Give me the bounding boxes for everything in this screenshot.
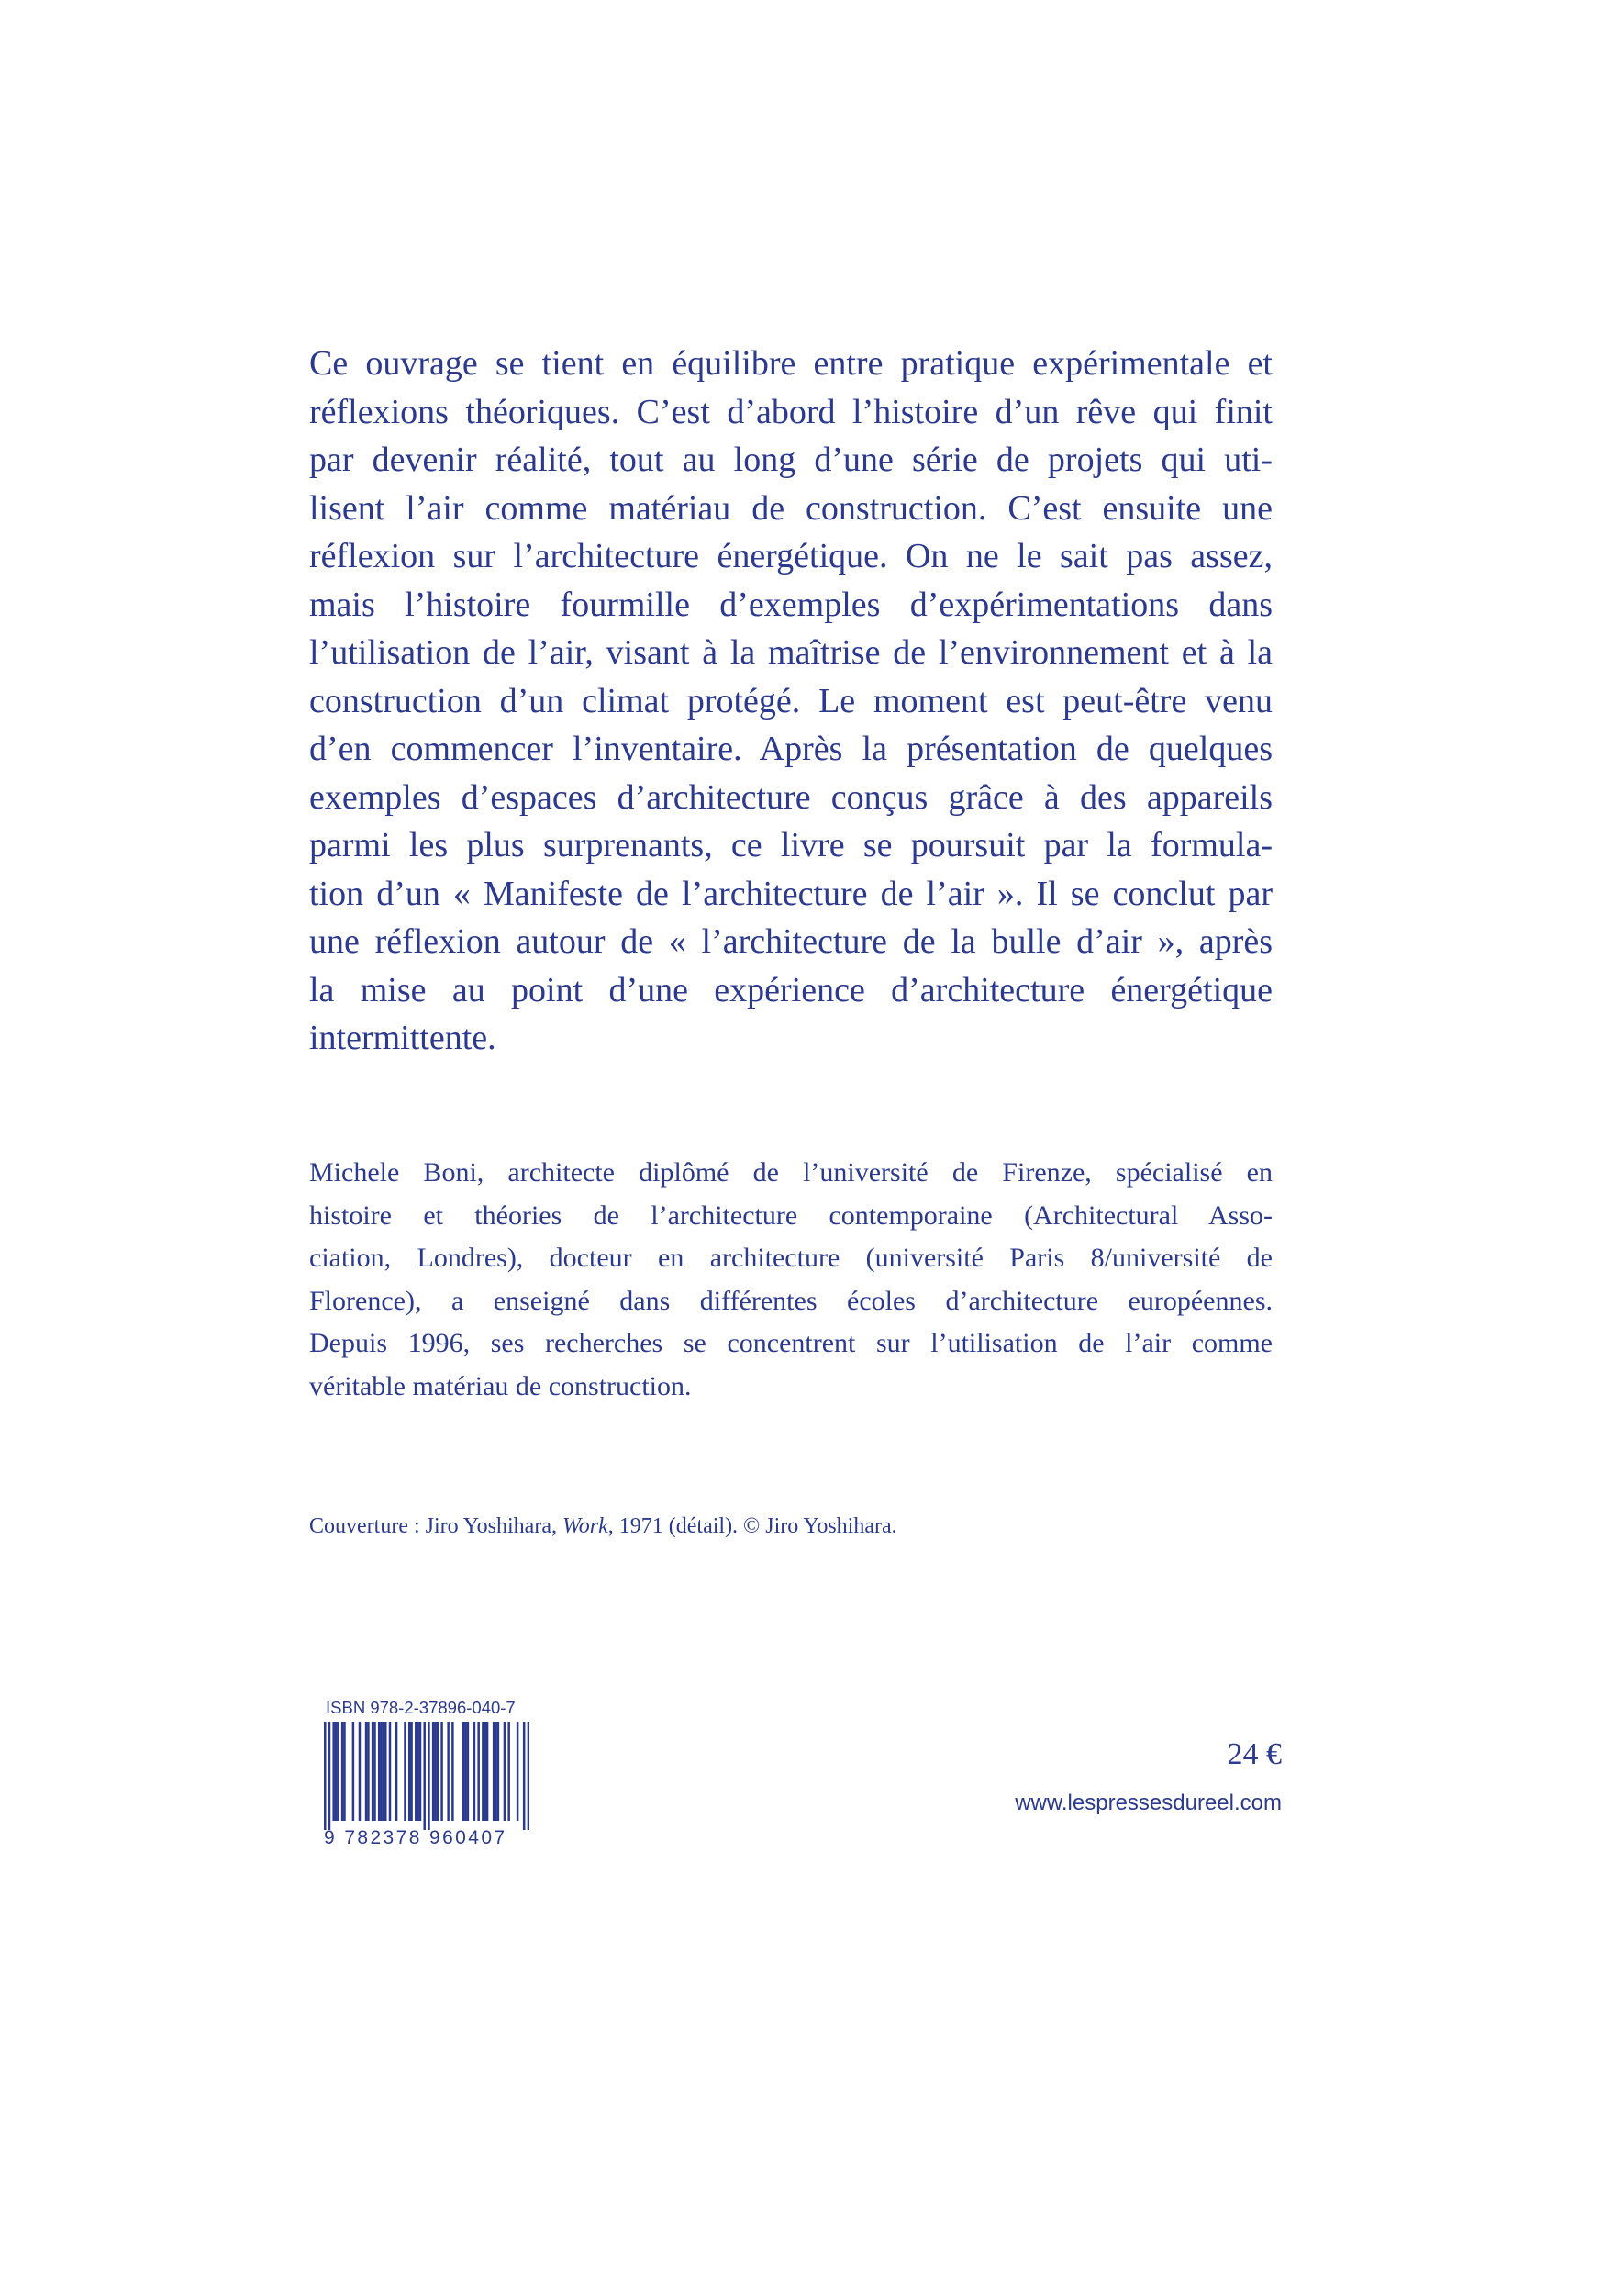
barcode-bar (447, 1722, 450, 1821)
barcode-bar (493, 1722, 495, 1821)
summary-line: mais l’histoire fourmille d’exemples d’expérimentations dans (309, 585, 1273, 624)
summary-line: lisent l’air comme matériau de construction. C’est ensuite une (309, 488, 1273, 528)
barcode-bar (451, 1722, 454, 1821)
barcode-bar (497, 1722, 500, 1821)
barcode-bar (523, 1722, 526, 1830)
barcode-bar (372, 1722, 374, 1821)
isbn-label: ISBN 978-2-37896-040-7 (326, 1698, 516, 1717)
barcode-bar (484, 1722, 486, 1821)
barcode-icon (324, 1722, 529, 1830)
barcode-bar (437, 1722, 439, 1821)
bio-line: Florence), a enseigné dans différentes écoles d’architecture européennes. (309, 1285, 1273, 1316)
summary-line: d’en commencer l’inventaire. Après la présentation de quelques (309, 730, 1273, 768)
barcode-bar (473, 1722, 476, 1821)
barcode-bar (332, 1722, 335, 1821)
summary-line: exemples d’espaces d’architecture conçus grâce à des appareils (309, 777, 1273, 817)
barcode-bar (434, 1722, 437, 1821)
barcode-digits: 9 782378 960407 (324, 1827, 507, 1848)
barcode-bar (380, 1722, 383, 1821)
barcode-bar (341, 1722, 344, 1821)
barcode-bar (383, 1722, 385, 1821)
barcode-bar (495, 1722, 497, 1821)
barcode-bar (428, 1722, 430, 1830)
barcode-bar (528, 1722, 529, 1830)
bio-line: Michele Boni, architecte diplômé de l’université de Firenze, spécialisé en (309, 1157, 1273, 1188)
barcode-bar (507, 1722, 510, 1821)
barcode-bar (389, 1722, 392, 1821)
barcode-bar (373, 1722, 376, 1821)
barcode-bar (365, 1722, 368, 1821)
summary-line: construction d’un climat protégé. Le moment est peut-être venu (309, 681, 1273, 720)
cover-credit-suffix: , 1971 (détail). © Jiro Yoshihara. (607, 1514, 897, 1538)
bio-line: ciation, Londres), docteur en architecture (université Paris 8/université de (309, 1243, 1273, 1273)
barcode-bar (395, 1722, 398, 1821)
barcode-bar (384, 1722, 387, 1821)
summary-line: la mise au point d’une expérience d’architecture énergétique (309, 970, 1273, 1010)
publisher-website: www.lespressesdureel.com (1015, 1791, 1282, 1815)
barcode-bar (417, 1722, 419, 1821)
barcode-bar (408, 1722, 411, 1821)
summary-line: Ce ouvrage se tient en équilibre entre pratique expérimentale et (309, 344, 1273, 383)
summary-line: l’utilisation de l’air, visant à la maîtrise de l’environnement et à la (309, 633, 1273, 672)
barcode-bar (462, 1722, 465, 1821)
author-bio (309, 1152, 1273, 1408)
barcode-bar (432, 1722, 435, 1821)
summary-line: une réflexion autour de « l’architecture de la bulle d’air », après (309, 922, 1273, 961)
summary-line: intermittente. (309, 1019, 496, 1057)
cover-credit-work-title: Work (562, 1514, 608, 1538)
summary-line: tion d’un « Manifeste de l’architecture de l’air ». Il se conclut par (309, 874, 1273, 913)
barcode-bar (504, 1722, 506, 1821)
summary-line: réflexion sur l’architecture énergétique. On ne le sait pas assez, (309, 537, 1273, 575)
bio-line: histoire et théories de l’architecture contemporaine (Architectural Asso- (309, 1199, 1273, 1231)
summary-line: réflexions théoriques. C’est d’abord l’histoire d’un rêve qui finit (309, 392, 1273, 431)
barcode-bar (464, 1722, 467, 1821)
barcode-bar (517, 1722, 519, 1821)
barcode-bar (324, 1722, 327, 1830)
price: 24 € (1227, 1737, 1282, 1771)
barcode-bar (343, 1722, 346, 1821)
barcode-bar (328, 1722, 331, 1830)
cover-credit-prefix: Couverture : Jiro Yoshihara, (309, 1514, 562, 1538)
barcode-bar (359, 1722, 362, 1821)
barcode-bar (419, 1722, 422, 1821)
barcode-bar (335, 1722, 338, 1821)
barcode-bar (440, 1722, 443, 1821)
cover-credit (309, 1512, 897, 1540)
barcode-bar (404, 1722, 406, 1821)
isbn-barcode-block (324, 1698, 535, 1848)
barcode-bar (477, 1722, 480, 1821)
barcode-bar (467, 1722, 470, 1821)
summary-line: par devenir réalité, tout au long d’une série de projets qui uti- (309, 441, 1273, 479)
bio-line: véritable matériau de construction. (309, 1370, 692, 1401)
barcode-bar (352, 1722, 355, 1821)
book-summary (309, 340, 1273, 1063)
barcode-bar (482, 1722, 484, 1821)
bio-line: Depuis 1996, ses recherches se concentrent sur l’utilisation de l’air comme (309, 1328, 1273, 1358)
barcode-bar (337, 1722, 339, 1821)
barcode-bar (423, 1722, 426, 1830)
barcode-bar (378, 1722, 381, 1821)
barcode-bar (486, 1722, 489, 1821)
barcode-bar (415, 1722, 417, 1821)
barcode-bar (410, 1722, 413, 1821)
barcode-bar (367, 1722, 370, 1821)
summary-line: parmi les plus surprenants, ce livre se poursuit par la formula- (309, 826, 1273, 865)
